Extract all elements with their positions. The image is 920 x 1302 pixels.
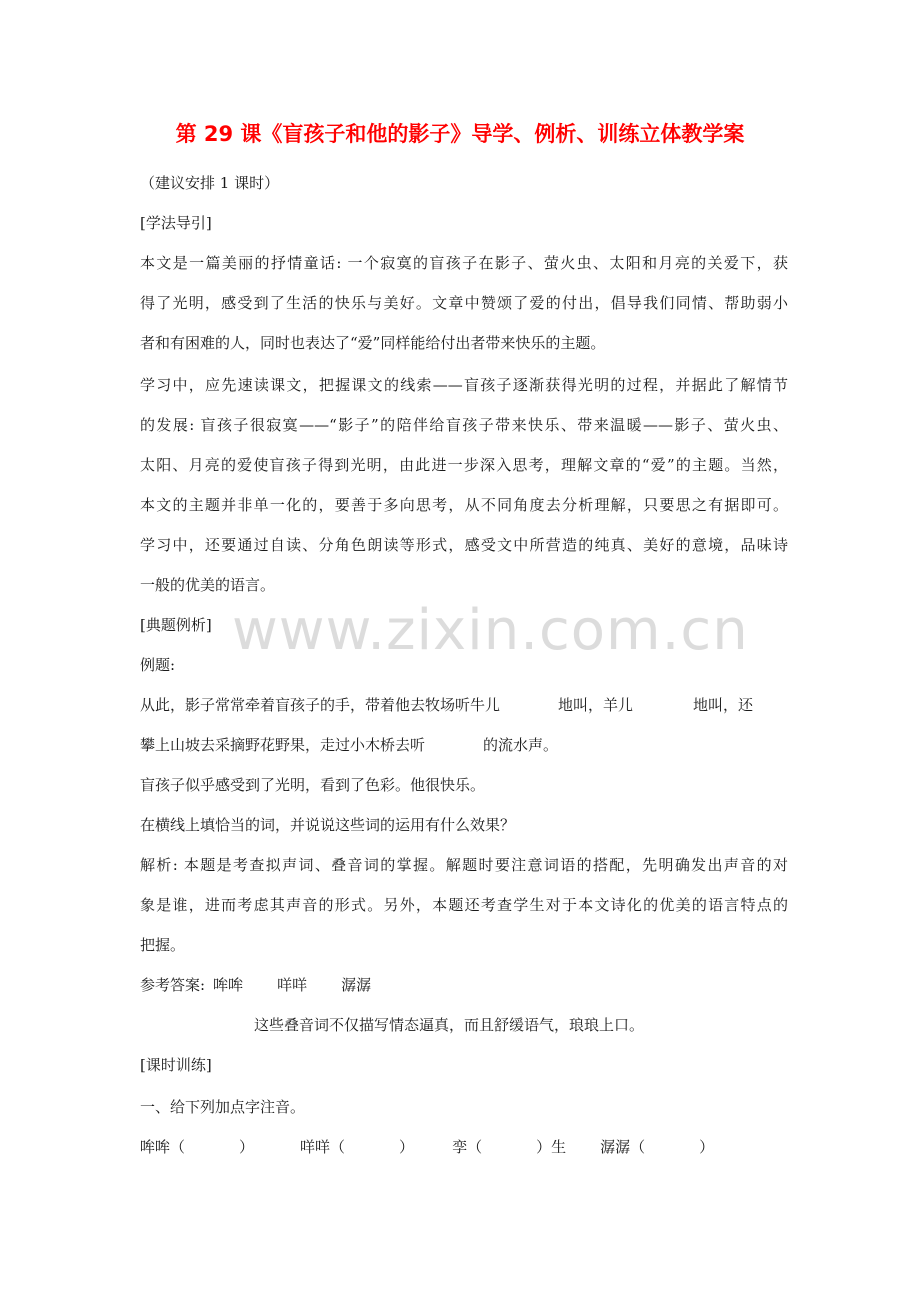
paragraph-line: 本文是一篇美丽的抒情童话: 一个寂寞的盲孩子在影子、萤火虫、太阳和月亮的关爱下，获 [140,254,788,272]
answer-label: 参考答案: [140,976,206,994]
suggest-note: （建议安排 1 课时） [140,174,280,192]
example-text: 的流水声。 [483,736,559,754]
example-line [140,734,558,755]
pinyin-item: ）生 [536,1138,567,1156]
answer-word: 咩咩 [277,976,308,994]
question-one: 一、给下列加点字注音。 [140,1098,306,1116]
paragraph-line: 一般的优美的语言。 [140,576,276,594]
example-text: 地叫，羊儿 [558,696,634,714]
example-text: 攀上山坡去采摘野花野果，走过小木桥去听 [140,736,426,754]
watermark: www.zixin.com.cn [232,598,749,663]
answer-note: 这些叠音词不仅描写情态逼真，而且舒缓语气，琅琅上口。 [254,1016,645,1034]
section-heading-guide: [学法导引] [140,214,212,232]
answer-word: 哞哞 [213,976,244,994]
answer-line [140,974,371,995]
example-line [140,694,753,715]
paragraph-line: 得了光明，感受到了生活的快乐与美好。文章中赞颂了爱的付出，倡导我们同情、帮助弱小 [140,294,788,312]
pinyin-item: 孪（ [452,1138,483,1156]
paragraph-line: 的发展: 盲孩子很寂寞——“影子”的陪伴给盲孩子带来快乐、带来温暖——影子、萤火虫、 [140,416,788,434]
pinyin-item: ） [399,1138,415,1156]
document-title: 第 29 课《盲孩子和他的影子》导学、例析、训练立体教学案 [175,122,745,146]
pinyin-item: ） [239,1138,255,1156]
analysis-line: 把握。 [140,936,186,954]
pinyin-item: 潺潺（ [600,1138,646,1156]
example-label: 例题: [140,656,176,674]
section-heading-examples: [典题例析] [140,616,212,634]
answer-word: 潺潺 [341,976,372,994]
example-line: 盲孩子似乎感受到了光明，看到了色彩。他很快乐。 [140,776,486,794]
paragraph-line: 者和有困难的人，同时也表达了“爱”同样能给付出者带来快乐的主题。 [140,334,606,352]
pinyin-exercise [140,1136,714,1157]
paragraph-line: 本文的主题并非单一化的，要善于多向思考，从不同角度去分析理解，只要思之有据即可。 [140,496,788,514]
paragraph-line: 学习中，还要通过自读、分角色朗读等形式，感受文中所营造的纯真、美好的意境，品味诗 [140,536,788,554]
pinyin-item: 哞哞（ [140,1138,186,1156]
example-text: 地叫，还 [693,696,754,714]
analysis-line: 解析: 本题是考查拟声词、叠音词的掌握。解题时要注意词语的搭配，先明确发出声音的对 [140,856,788,874]
paragraph-line: 学习中，应先速读课文，把握课文的线索——盲孩子逐渐获得光明的过程，并据此了解情节 [140,376,788,394]
paragraph-line: 太阳、月亮的爱使盲孩子得到光明，由此进一步深入思考，理解文章的“爱”的主题。当然， [140,456,788,474]
section-heading-training: [课时训练] [140,1056,212,1074]
analysis-line: 象是谁，进而考虑其声音的形式。另外，本题还考查学生对于本文诗化的优美的语言特点的 [140,896,788,914]
example-question: 在横线上填恰当的词，并说说这些词的运用有什么效果？ [140,816,516,834]
pinyin-item: 咩咩（ [300,1138,346,1156]
example-text: 从此，影子常常牵着盲孩子的手，带着他去牧场听牛儿 [140,696,501,714]
pinyin-item: ） [699,1138,715,1156]
